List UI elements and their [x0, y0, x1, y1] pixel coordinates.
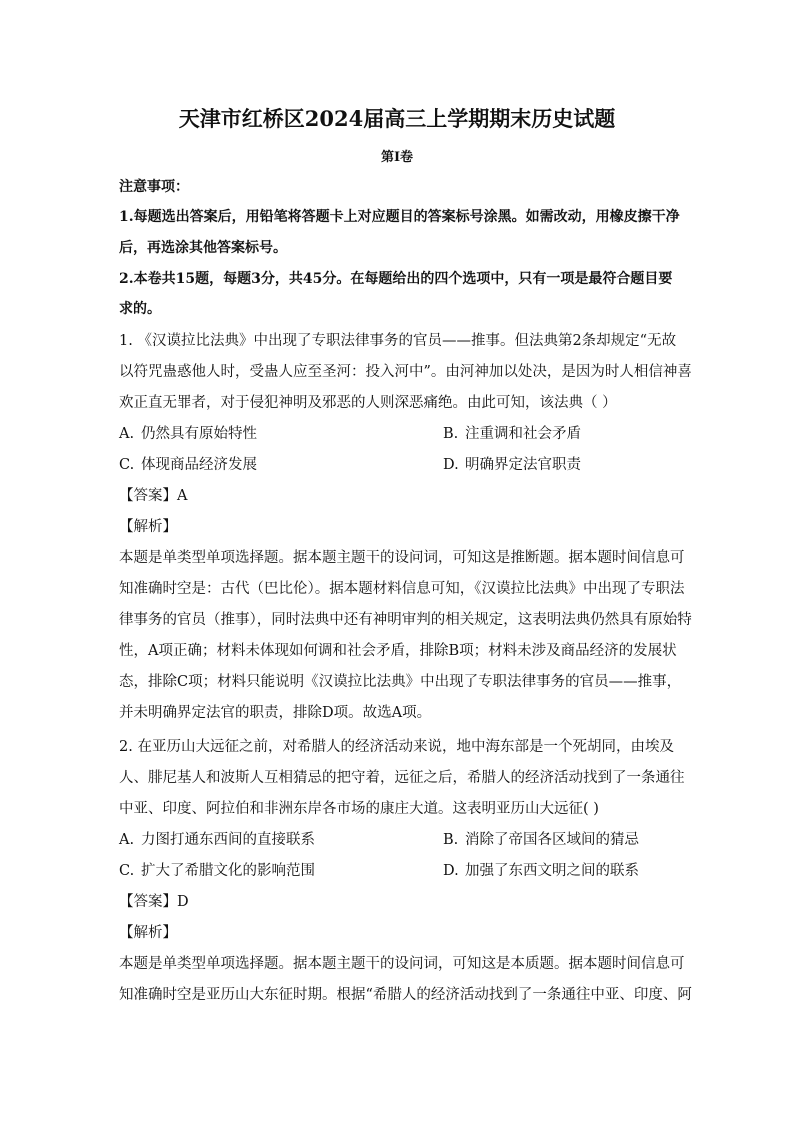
q2-option-b [443, 830, 639, 850]
notice-heading: 注意事项： [119, 179, 189, 195]
q1-option-a-text: 仍然具有原始特性 [141, 426, 257, 442]
q1-option-c-letter: C. [119, 457, 135, 473]
q1-option-b [443, 424, 581, 444]
q2-stem-line1: 2. 在亚历山大远征之前，对希腊人的经济活动来说，地中海东部是一个死胡同，由埃及 [119, 739, 674, 755]
q1-option-d-letter: D. [443, 457, 459, 473]
q2-stem-line2: 人、腓尼基人和波斯人互相猜忌的把守着，远征之后，希腊人的经济活动找到了一条通往 [119, 770, 685, 786]
q1-option-c [119, 455, 257, 475]
notice-item2-line1: 2.本卷共15题，每题3分，共45分。在每题给出的四个选项中，只有一项是最符合题目要 [119, 271, 673, 287]
q2-option-a-letter: A. [119, 832, 135, 848]
q2-answer: 【答案】D [119, 894, 189, 910]
q1-analysis-line5: 态，排除C项；材料只能说明《汉谟拉比法典》中出现了专职法律事务的官员——推事， [119, 674, 682, 690]
q1-option-a-letter: A. [119, 426, 135, 442]
q1-analysis-line3: 律事务的官员（推事），同时法典中还有神明审判的相关规定，这表明法典仍然具有原始特 [119, 612, 692, 628]
q2-option-d [443, 861, 639, 881]
q2-analysis-label: 【解析】 [119, 925, 177, 941]
notice-item1-line1: 1.每题选出答案后，用铅笔将答题卡上对应题目的答案标号涂黑。如需改动，用橡皮擦干净 [119, 209, 680, 225]
q1-option-d [443, 455, 581, 475]
q2-stem-line3: 中亚、印度、阿拉伯和非洲东岸各市场的康庄大道。这表明亚历山大远征( ) [119, 801, 599, 817]
q1-option-b-text: 注重调和社会矛盾 [465, 426, 581, 442]
q2-option-a-text: 力图打通东西间的直接联系 [141, 832, 315, 848]
q2-option-b-text: 消除了帝国各区域间的猜忌 [465, 832, 639, 848]
q1-stem-line3: 欢正直无罪者，对于侵犯神明及邪恶的人则深恶痛绝。由此可知，该法典（ ） [119, 395, 617, 411]
q2-option-a [119, 830, 315, 850]
q1-analysis-line6: 并未明确界定法官的职责，排除D项。故选A项。 [119, 705, 432, 721]
notice-item1-line2: 后，再选涂其他答案标号。 [119, 240, 287, 256]
q1-analysis-line2: 知准确时空是：古代（巴比伦）。据本题材料信息可知，《汉谟拉比法典》中出现了专职法 [119, 581, 685, 597]
q2-option-d-letter: D. [443, 863, 459, 879]
q2-analysis-line1: 本题是单类型单项选择题。据本题主题干的设问词，可知这是本质题。据本题时间信息可 [119, 956, 685, 972]
q1-option-a [119, 424, 257, 444]
q1-stem-line1: 1. 《汉谟拉比法典》中出现了专职法律事务的官员——推事。但法典第2条却规定“无故 [119, 333, 677, 349]
q2-option-d-text: 加强了东西文明之间的联系 [465, 863, 639, 879]
q1-stem-line2: 以符咒蛊惑他人时，受蛊人应至圣河：投入河中”。由河神加以处决，是因为时人相信神喜 [119, 364, 692, 380]
q1-answer: 【答案】A [119, 488, 188, 504]
q2-analysis-line2: 知准确时空是亚历山大东征时期。根据“希腊人的经济活动找到了一条通往中亚、印度、阿 [119, 987, 692, 1003]
q1-analysis-label: 【解析】 [119, 519, 177, 535]
q1-option-b-letter: B. [443, 426, 459, 442]
q2-option-b-letter: B. [443, 832, 459, 848]
notice-item2-line2: 求的。 [119, 301, 161, 317]
q1-analysis-line1: 本题是单类型单项选择题。据本题主题干的设问词，可知这是推断题。据本题时间信息可 [119, 550, 685, 566]
q2-option-c-text: 扩大了希腊文化的影响范围 [141, 863, 315, 879]
q2-option-c-letter: C. [119, 863, 135, 879]
volume-label: 第Ⅰ卷 [380, 150, 414, 165]
q2-option-c [119, 861, 315, 881]
q1-option-d-text: 明确界定法官职责 [465, 457, 581, 473]
page-title: 天津市红桥区2024届高三上学期期末历史试题 [178, 106, 616, 131]
q1-option-c-text: 体现商品经济发展 [141, 457, 257, 473]
q1-analysis-line4: 性，A项正确；材料未体现如何调和社会矛盾，排除B项；材料未涉及商品经济的发展状 [119, 643, 677, 659]
